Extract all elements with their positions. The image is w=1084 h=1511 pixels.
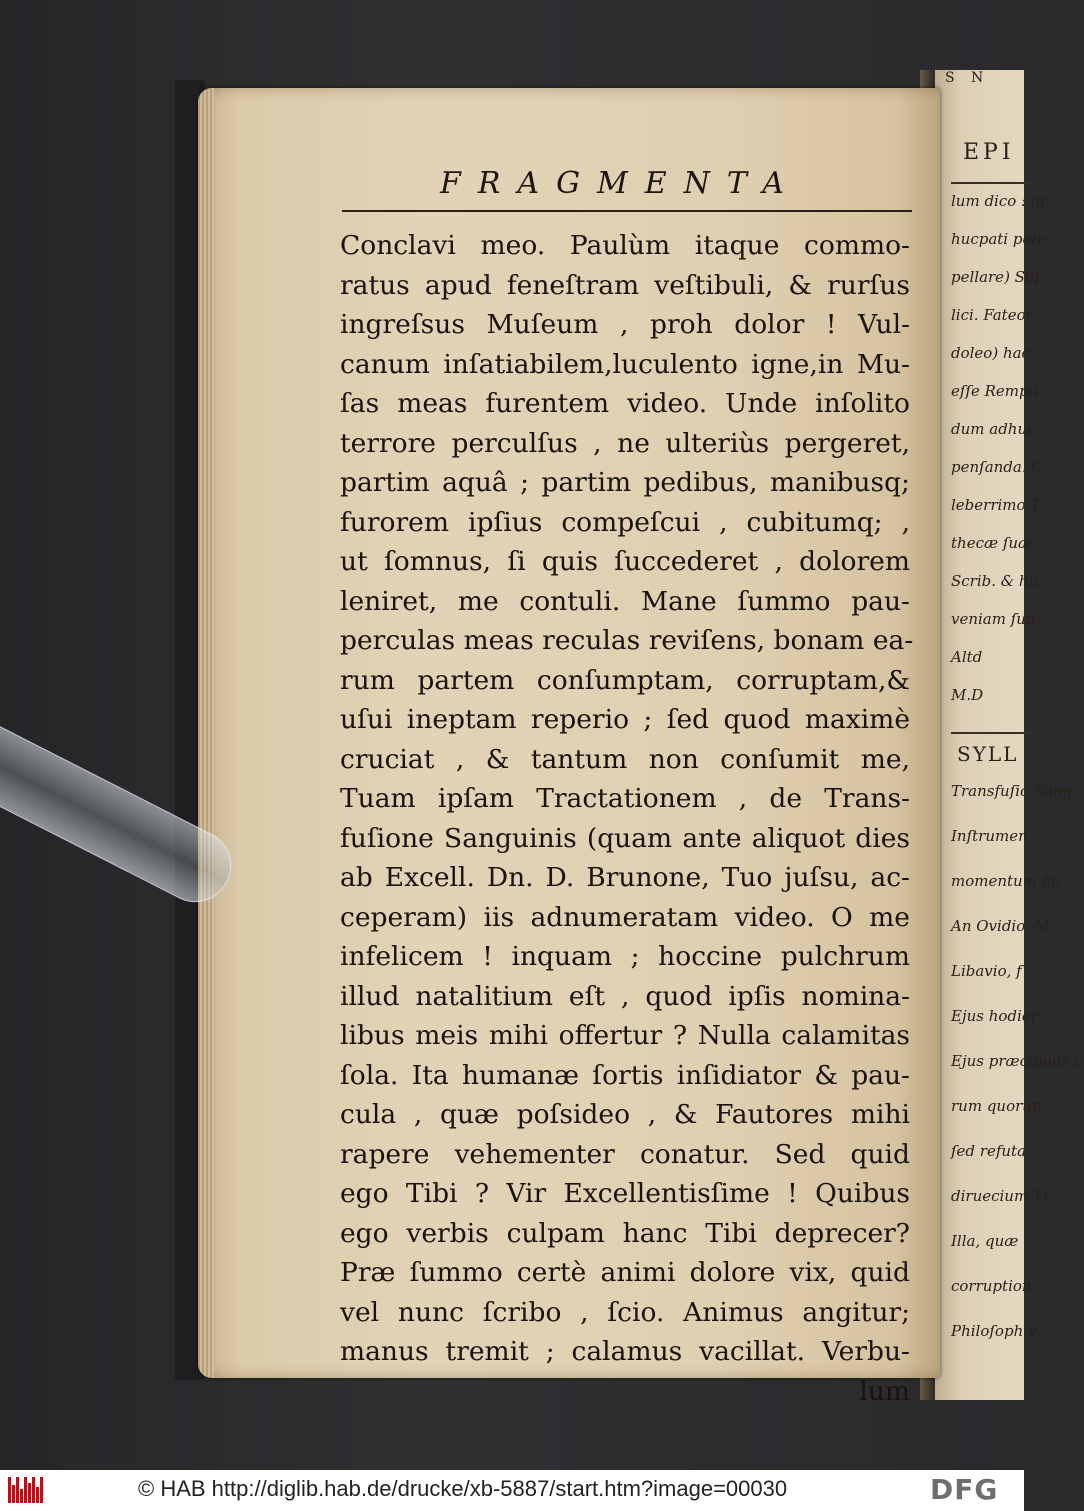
adjacent-text-line: Libavio, f [951,962,1022,980]
text-line: cruciat , & tantum non conſumit me, [340,743,910,775]
adjacent-text-line: pellare) Suſ [951,268,1041,286]
text-line: ratus apud feneſtram veſtibuli, & rurſus [340,269,910,301]
text-line: Tuam ipſam Tractationem , de Trans- [340,783,910,814]
adjacent-text-line: Ejus præcipuus u [951,1052,1084,1070]
text-line: libus meis mihi offertur ? Nulla calamitas [340,1020,910,1051]
adjacent-page-section: SYLL [957,742,1019,766]
adjacent-text-line: eſſe Rempu [951,382,1039,400]
text-line: ego verbis culpam hanc Tibi deprecer? [340,1217,910,1249]
adjacent-page-rule [951,182,1031,184]
text-line: manus tremit ; calamus vacillat. Verbu- [340,1336,910,1367]
text-line: ingreſsus Muſeum , proh dolor ! Vul- [340,309,910,340]
text-line: illud natalitium eſt , quod ipſis nomina- [340,980,910,1012]
text-line: cula , quæ poſsideo , & Fautores mihi [340,1099,910,1130]
text-line: perculas meas reculas reviſens, bonam ea- [340,625,914,656]
text-line: lum [859,1375,910,1407]
adjacent-text-line: An Ovidio, M [951,917,1051,935]
text-line: canum inſatiabilem,luculento igne,in Mu- [340,348,910,380]
adjacent-text-line: momentum fia [951,872,1061,890]
adjacent-text-line: diruecium Tr [951,1187,1051,1205]
text-line: ut ſomnus, ſi quis ſuccederet , dolorem [340,546,910,577]
adjacent-page-header: EPI [963,140,1015,165]
adjacent-text-line: Transfuſio Sang [951,782,1073,800]
adjacent-text-line: Ejus hodier [951,1007,1038,1025]
header-rule [342,210,912,212]
adjacent-text-line: corruption [951,1277,1032,1295]
text-line: terrore perculſus , ne ulteriùs pergeret, [340,427,910,459]
adjacent-text-line: ſed refuta [951,1142,1027,1160]
text-line: rum partem conſumptam, corruptam,& [340,664,910,696]
text-line: vel nunc ſcribo , ſcio. Animus angitur; [340,1296,910,1328]
adjacent-text-line: penſanda. C [951,458,1043,476]
adjacent-text-line: M.D [951,686,984,704]
text-line: leniret, me contuli. Mane ſummo pau- [340,585,910,617]
adjacent-text-line: lum dico : ig [951,192,1046,210]
dfg-logo: DFG [930,1473,999,1506]
text-line: ceperam) iis adnumeratam video. O me [340,901,910,933]
text-line: ego Tibi ? Vir Excellentisſime ! Quibus [340,1178,910,1209]
adjacent-text-line: leberrimo T [951,496,1041,514]
text-line: infelicem ! inquam ; hoccine pulchrum [340,941,910,972]
adjacent-text-line: Inſtrumen [951,827,1028,845]
text-line: furorem ipſius compeſcui , cubitumq; , [340,506,910,538]
adjacent-text-line: thecæ ſuæ [951,534,1033,552]
hab-logo-icon [8,1477,42,1503]
text-line: Præ ſummo certè animi dolore vix, quid [340,1257,910,1288]
adjacent-text-line: Philoſoph y [951,1322,1037,1340]
adjacent-text-line: hucpati pote [951,230,1047,248]
text-line: ſas meas furentem video. Unde inſolito [340,388,910,419]
adjacent-text-line: lici. Fateor [951,306,1033,324]
footer-credit: © HAB http://diglib.hab.de/drucke/xb-5887/start.htm?image=00030 [138,1476,788,1501]
text-line: ab Excell. Dn. D. Brunone, Tuo juſsu, ac- [340,862,910,893]
adjacent-page [935,70,1084,1400]
adjacent-text-line: Illa, quæ [951,1232,1019,1250]
adjacent-text-line: rum quorun [951,1097,1042,1115]
adjacent-text-line: veniam ſub [951,610,1036,628]
footer-bar [0,1470,1024,1511]
text-line: Conclavi meo. Paulùm itaque commo- [340,230,910,261]
adjacent-text-line: Altd [951,648,983,666]
adjacent-text-line: dum adhuc [951,420,1036,438]
adjacent-page-top: S N [945,70,990,86]
running-header: FRAGMENTA [440,166,801,201]
text-line: partim aquâ ; partim pedibus, manibusq; [340,467,910,498]
page-body-text [340,226,914,1411]
adjacent-text-line: Scrib. & hu [951,572,1039,590]
text-line: rapere vehementer conatur. Sed quid [340,1138,910,1170]
adjacent-page-rule [951,732,1031,734]
text-line: uſui ineptam reperio ; ſed quod maximè [340,704,910,735]
adjacent-text-line: doleo) hac [951,344,1030,362]
text-line: fuſione Sanguinis (quam ante aliquot dies [340,822,910,854]
text-line: ſola. Ita humanæ ſortis inſidiator & pau- [340,1059,910,1091]
page-edge [198,88,214,1378]
